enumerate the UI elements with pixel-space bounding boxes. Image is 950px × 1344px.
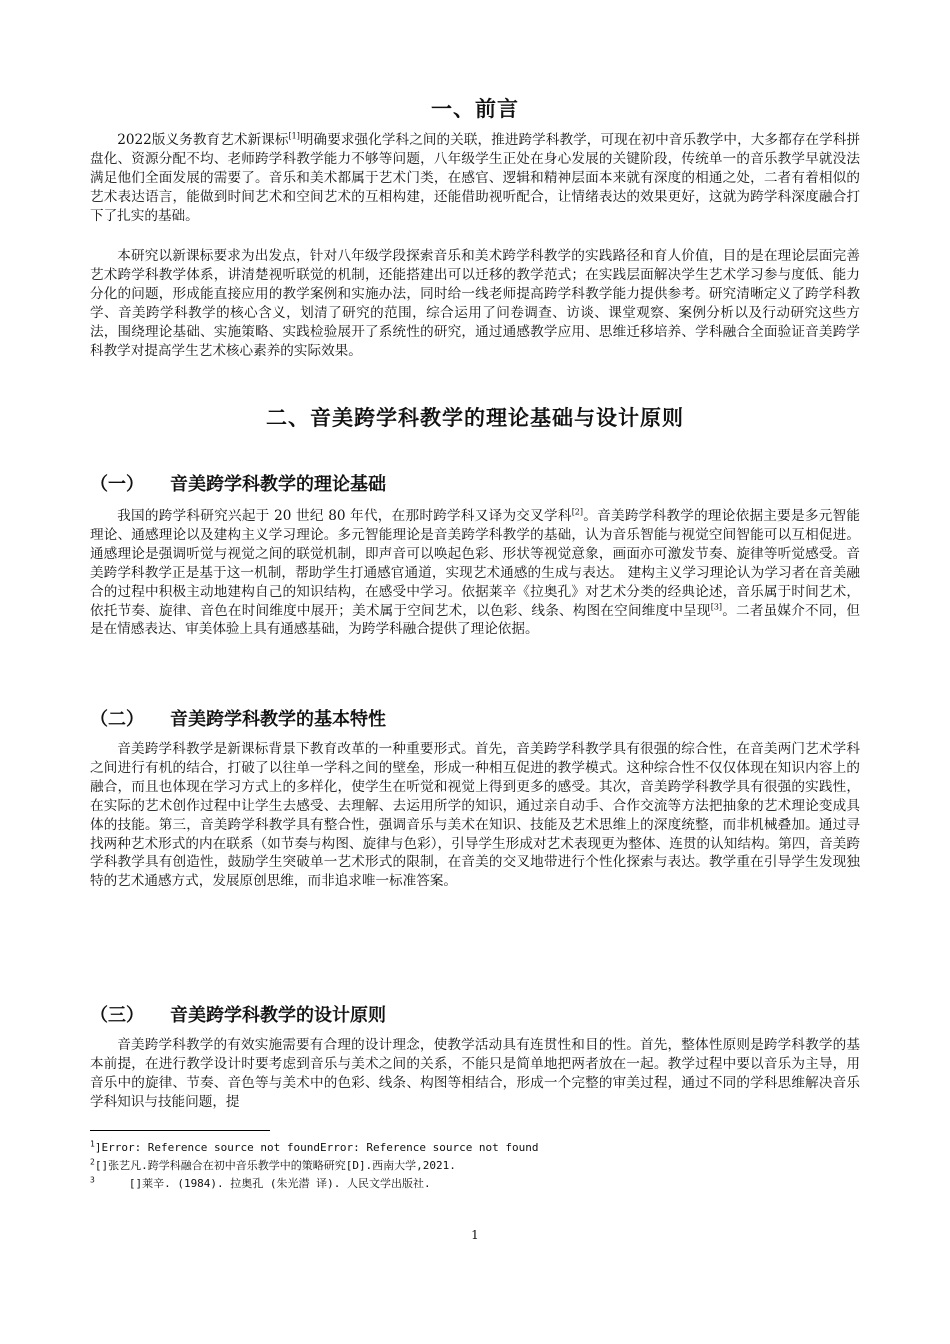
section-3-heading (90, 1001, 860, 1027)
section-2-title: 音美跨学科教学的基本特性 (170, 709, 386, 730)
footnote-3-text: []莱辛. (1984). 拉奥孔 (朱光潜 译). 人民文学出版社. (128, 1177, 431, 1190)
chapter-2-heading: 二、音美跨学科教学的理论基础与设计原则 (266, 406, 684, 430)
footnote-1 (90, 1139, 860, 1156)
s1-text-a: 我国的跨学科研究兴起于 20 世纪 80 年代，在那时跨学科又译为交叉学科 (117, 508, 572, 524)
footnote-2 (90, 1157, 860, 1174)
s1-text-b: 。音美跨学科教学的理论依据主要是多元智能理论、通感理论以及建构主义学习理论。多元智能理论是音美跨学科教学的基础，认为音乐智能与视觉空间智能可以互相促进。通感理论是强调听觉与视觉之间的联觉机制，即声音可以唤起色彩、形状等视觉意象，画面亦可激发节奏、旋律等听觉感受。音美跨学科教学正是基于这一机制，帮助学生打通感官通道，实现艺术通感的生成与表达。 建构主义学习理论认为学习者在音美融合的过程中积极主动地建构自己的知识结构，在感受中学习。依据莱辛《拉奥孔》对艺术分类的经典论述，音乐属于时间艺术，依托节奏、旋律、音色在时间维度中展开；美术属于空间艺术，以色彩、线条、构图在空间维度中呈现 (90, 508, 860, 619)
preface-heading: 一、前言 (431, 97, 519, 121)
citation-ref-3: [3] (710, 602, 723, 611)
footnote-2-text: []张艺凡.跨学科融合在初中音乐教学中的策略研究[D].西南大学,2021. (94, 1159, 456, 1172)
preface-p1-text-b: 明确要求强化学科之间的关联，推进跨学科教学，可现在初中音乐教学中，大多都存在学科拼盘化、资源分配不均、老师跨学科教学能力不够等问题，八年级学生正处在身心发展的关键阶段，传统单一的音乐教学早就没法满足他们全面发展的需要了。音乐和美术都属于艺术门类，在感官、逻辑和精神层面本来就有深度的相通之处，二者有着相似的艺术表达语言，能做到时间艺术和空间艺术的互相构建，还能借助视听配合，让情绪表达的效果更好，这就为跨学科深度融合打下了扎实的基础。 (90, 132, 860, 224)
footnote-1-text: ]Error: Reference source not foundError: Reference source not found (94, 1141, 539, 1154)
footnote-2-mark: 2 (90, 1157, 95, 1167)
citation-ref-2: [2] (571, 507, 584, 517)
citation-ref-1: [1] (288, 131, 300, 141)
section-3-title: 音美跨学科教学的设计原则 (170, 1005, 386, 1026)
section-1-heading (90, 470, 860, 496)
footnote-separator (90, 1130, 270, 1131)
footnote-3-mark: 3 (90, 1175, 95, 1185)
section-2-number: （二） (90, 709, 144, 730)
section-1-title: 音美跨学科教学的理论基础 (170, 474, 386, 495)
section-3-paragraph: 音美跨学科教学的有效实施需要有合理的设计理念，使教学活动具有连贯性和目的性。首先，整体性原则是跨学科教学的基本前提，在进行教学设计时要考虑到音乐与美术之间的关系，不能只是简单地把两者放在一起。教学过程中要以音乐为主导，用音乐中的旋律、节奏、音色等与美术中的色彩、线条、构图等相结合，形成一个完整的审美过程，通过不同的学科思维解决音乐学科知识与技能问题，提 (90, 1037, 860, 1110)
section-1-number: （一） (90, 474, 144, 495)
s1-text-c: 。二者虽媒介不同，但是在情感表达、审美体验上具有通感基础，为跨学科融合提供了理论依据。 (90, 602, 860, 638)
page-number: 1 (471, 1228, 479, 1242)
section-2-paragraph: 音美跨学科教学是新课标背景下教育改革的一种重要形式。首先，音美跨学科教学具有很强的综合性，在音美两门艺术学科之间进行有机的结合，打破了以往单一学科之间的壁垒，形成一种相互促进的教学模式。这种综合性不仅仅体现在知识内容上的融合，而且也体现在学习方式上的多样化，使学生在听觉和视觉上得到更多的感受。其次，音美跨学科教学具有很强的实践性，在实际的艺术创作过程中让学生去感受、去理解、去运用所学的知识，通过亲自动手、合作交流等方法把抽象的艺术理论变成具体的技能。第三，音美跨学科教学具有整合性，强调音乐与美术在知识、技能及艺术思维上的深度统整，而非机械叠加。通过寻找两种艺术形式的内在联系（如节奏与构图、旋律与色彩），引导学生形成对艺术表现更为整体、连贯的认知结构。第四，音美跨学科教学具有创造性，鼓励学生突破单一艺术形式的限制，在音美的交叉地带进行个性化探索与表达。教学重在引导学生发现独特的艺术通感方式，发展原创思维，而非追求唯一标准答案。 (90, 741, 860, 890)
section-3-number: （三） (90, 1005, 144, 1026)
preface-paragraph-2: 本研究以新课标要求为出发点，针对八年级学段探索音乐和美术跨学科教学的实践路径和育人价值，目的是在理论层面完善艺术跨学科教学体系，讲清楚视听联觉的机制，还能搭建出可以迁移的教学范式；在实践层面解决学生艺术学习参与度低、能力分化的问题，形成能直接应用的教学案例和实施办法，同时给一线老师提高跨学科教学能力提供参考。研究清晰定义了跨学科教学、音美跨学科教学的核心含义，划清了研究的范围，综合运用了问卷调查、访谈、课堂观察、案例分析以及行动研究这些方法，围绕理论基础、实施策略、实践检验展开了系统性的研究，通过通感教学应用、思维迁移培养、学科融合全面验证音美跨学科教学对提高学生艺术核心素养的实际效果。 (90, 248, 860, 359)
section-1-paragraph (90, 507, 860, 639)
section-2-heading (90, 705, 860, 731)
preface-paragraph-1 (90, 131, 860, 226)
footnote-3 (90, 1175, 860, 1192)
preface-p1-text-a: 2022版义务教育艺术新课标 (117, 132, 289, 148)
footnote-1-mark: 1 (90, 1139, 95, 1149)
